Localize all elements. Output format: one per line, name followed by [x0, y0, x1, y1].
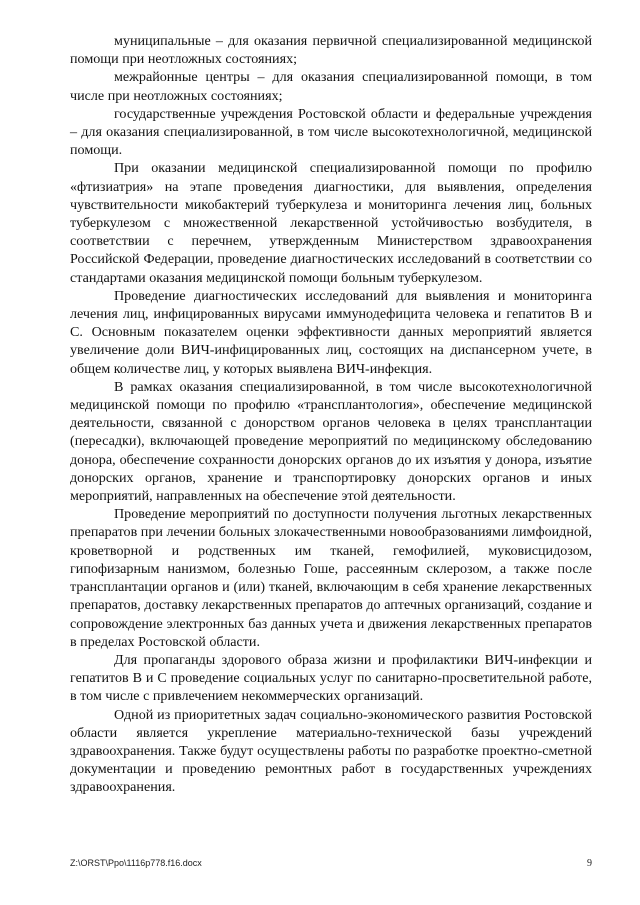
paragraph: Для пропаганды здорового образа жизни и профилактики ВИЧ-инфекции и гепатитов В и С проведение социальных услуг по санитарно-просветительной работе, в том числе с привлечением некоммерческих организаций. — [70, 651, 592, 705]
paragraph: В рамках оказания специализированной, в том числе высокотехнологичной медицинской помощи по профилю «трансплантология», обеспечение медицинской деятельности, связанной с донорством органов человека в целях трансплантации (пересадки), включающей проведение мероприятий по медицинскому обследованию донора, обеспечение сохранности донорских органов до их изъятия у донора, изъятие донорских органов, хранение и транспортировку донорских органов и иных мероприятий, направленных на обеспечение этой деятельности. — [70, 378, 592, 505]
paragraph: Проведение мероприятий по доступности получения льготных лекарственных препаратов при лечении больных злокачественными новообразованиями лимфоидной, кроветворной и родственных им тканей, гемофилией, муковисцидозом, гипофизарным нанизмом, болезнью Гоше, рассеянным склерозом, а также после трансплантации органов и (или) тканей, включающим в себя хранение лекарственных препаратов, доставку лекарственных препаратов до аптечных организаций, создание и сопровождение электронных баз данных учета и движения лекарственных препаратов в пределах Ростовской области. — [70, 506, 592, 650]
paragraph: Проведение диагностических исследований для выявления и мониторинга лечения лиц, инфицированных вирусами иммунодефицита человека и гепатитов В и С. Основным показателем оценки эффективности данных мероприятий является увеличение доли ВИЧ-инфицированных лиц, состоящих на диспансерном учете, в общем количестве лиц, у которых выявлена ВИЧ-инфекция. — [70, 287, 592, 377]
page-number: 9 — [587, 858, 592, 869]
paragraph: муниципальные – для оказания первичной специализированной медицинской помощи при неотложных состояниях; — [70, 33, 592, 68]
file-path: Z:\ORST\Ppo\1116p778.f16.docx — [70, 858, 202, 868]
paragraph: межрайонные центры – для оказания специализированной помощи, в том числе при неотложных состояниях; — [70, 69, 592, 104]
paragraph: При оказании медицинской специализированной помощи по профилю «фтизиатрия» на этапе проведения диагностики, для выявления, определения чувствительности микобактерий туберкулеза и мониторинга лечения лиц, больных туберкулезом с множественной лекарственной устойчивостью возбудителя, в соответствии с перечнем, утвержденным Министерством здравоохранения Российской Федерации, проведение диагностических исследований в соответствии со стандартами оказания медицинской помощи больным туберкулезом. — [70, 160, 592, 286]
document-body — [70, 32, 592, 797]
paragraph: государственные учреждения Ростовской области и федеральные учреждения – для оказания специализированной, в том числе высокотехнологичной, медицинской помощи. — [70, 105, 592, 159]
paragraph: Одной из приоритетных задач социально-экономического развития Ростовской области является укрепление материально-технической базы учреждений здравоохранения. Также будут осуществлены работы по разработке проектно-сметной документации и проведению ремонтных работ в государственных учреждениях здравоохранения. — [70, 706, 592, 796]
